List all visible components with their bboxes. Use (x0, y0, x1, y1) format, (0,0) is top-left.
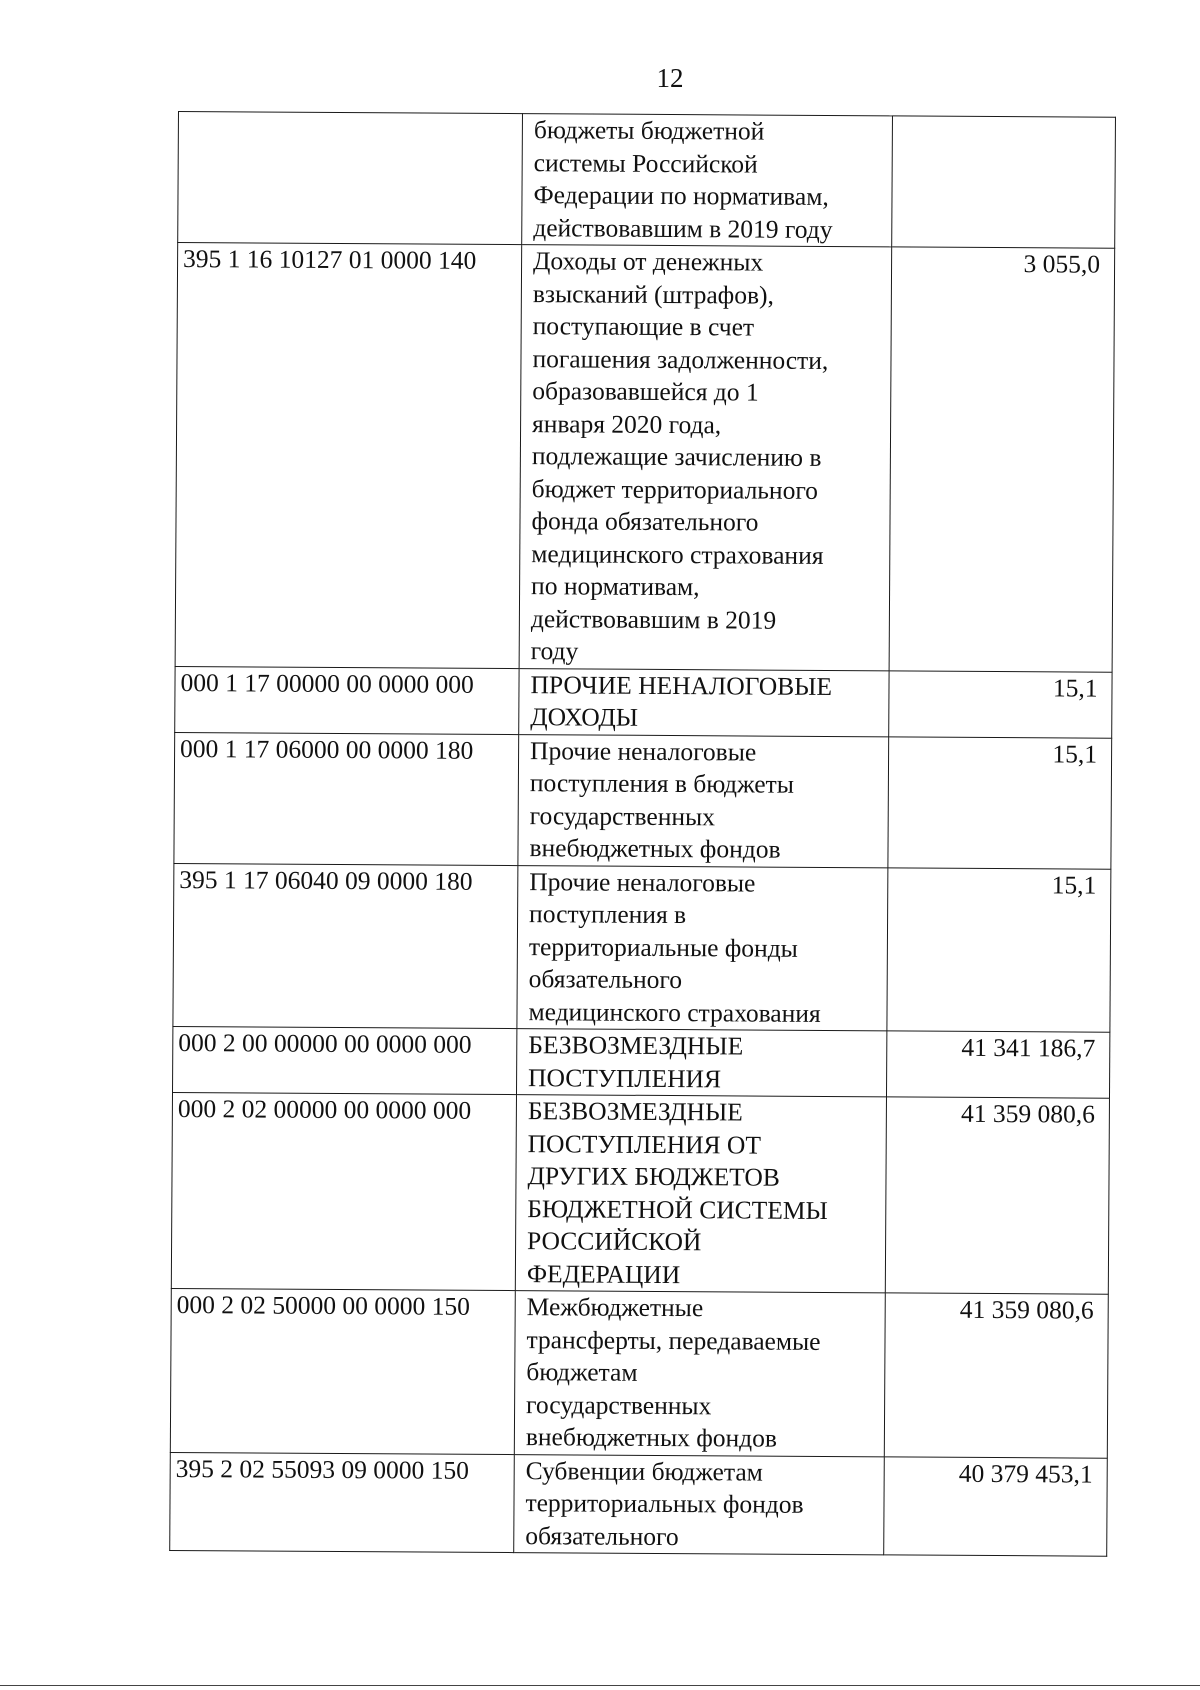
name-cell: БЕЗВОЗМЕЗДНЫЕ ПОСТУПЛЕНИЯ (516, 1029, 886, 1097)
code-cell: 395 2 02 55093 09 0000 150 (170, 1452, 515, 1553)
table-row (174, 732, 1112, 869)
amount-cell: 40 379 453,1 (884, 1456, 1108, 1556)
amount-cell: 41 359 080,6 (884, 1293, 1108, 1458)
table-row (173, 863, 1111, 1032)
name-cell: Субвенции бюджетам территориальных фондов обязательного (514, 1454, 885, 1555)
code-cell: 000 2 02 50000 00 0000 150 (170, 1288, 515, 1454)
amount-cell: 41 359 080,6 (885, 1097, 1109, 1294)
table-row (178, 112, 1116, 249)
table-row (175, 243, 1115, 672)
budget-revenue-table (169, 111, 1116, 1557)
name-cell: ПРОЧИЕ НЕНАЛОГОВЫЕ ДОХОДЫ (519, 668, 889, 736)
table-row (175, 666, 1112, 738)
amount-cell: 15,1 (889, 670, 1112, 737)
amount-cell: 41 341 186,7 (886, 1031, 1109, 1098)
code-cell: 000 1 17 06000 00 0000 180 (174, 732, 519, 865)
amount-cell: 15,1 (888, 736, 1112, 868)
name-cell: БЕЗВОЗМЕЗДНЫЕ ПОСТУПЛЕНИЯ ОТ ДРУГИХ БЮДЖЕТОВ БЮДЖЕТНОЙ СИСТЕМЫ РОССИЙСКОЙ ФЕДЕРАЦИИ (515, 1095, 886, 1293)
code-cell: 395 1 16 10127 01 0000 140 (175, 243, 522, 669)
name-cell: Межбюджетные трансферты, передаваемые бюджетам государственных внебюджетных фондов (514, 1291, 885, 1457)
code-cell: 000 2 02 00000 00 0000 000 (171, 1092, 516, 1290)
table-row (170, 1452, 1108, 1556)
table-row (173, 1026, 1110, 1098)
amount-cell (892, 116, 1116, 248)
code-cell: 000 1 17 00000 00 0000 000 (175, 666, 519, 734)
code-cell: 395 1 17 06040 09 0000 180 (173, 863, 518, 1029)
name-cell: Прочие неналоговые поступления в бюджеты государственных внебюджетных фондов (518, 734, 889, 867)
table-row (170, 1288, 1108, 1457)
page-number: 12 (656, 63, 684, 93)
table-row (171, 1092, 1109, 1294)
name-cell: бюджеты бюджетной системы Российской Федерации по нормативам, действовавшим в 2019 году (522, 114, 893, 247)
name-cell: Доходы от денежных взысканий (штрафов), поступающие в счет погашения задолженности, образовавшейся до 1 января 2020 года, подлежащие зачислению в бюджет территориального фонда обязательного медицинского страхования по нормативам, действовавшим в 2019 году (519, 245, 892, 671)
amount-cell: 15,1 (887, 867, 1111, 1032)
code-cell: 000 2 00 00000 00 0000 000 (173, 1026, 517, 1094)
amount-cell: 3 055,0 (889, 247, 1115, 672)
page-bottom-divider (0, 1685, 1200, 1686)
code-cell (178, 112, 523, 245)
name-cell: Прочие неналоговые поступления в территориальные фонды обязательного медицинского страхования (517, 865, 888, 1031)
table-body (170, 112, 1116, 1557)
